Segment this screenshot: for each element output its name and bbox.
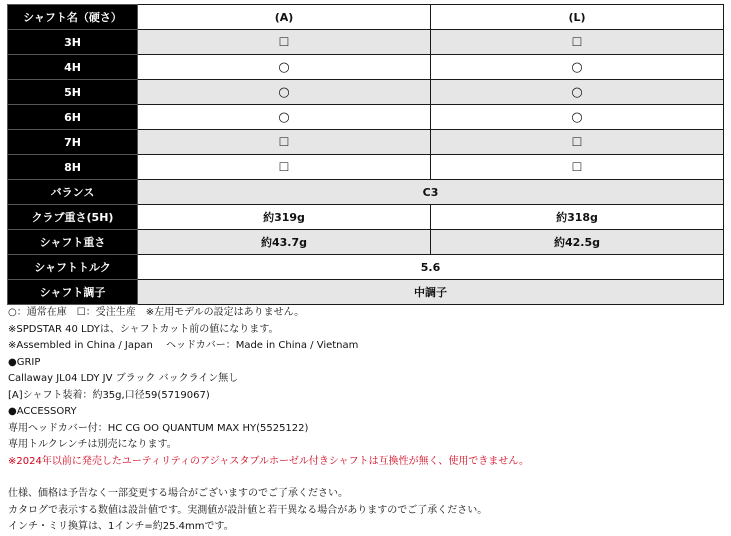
- shaft-name-header: シャフト名（硬さ）: [8, 5, 138, 30]
- availability-cell: [431, 55, 724, 80]
- balance-value: C3: [138, 180, 724, 205]
- accessory-wrench: 専用トルクレンチは別売になります。: [8, 439, 177, 450]
- circle-icon: ○: [571, 84, 583, 100]
- column-l-header: (L): [431, 5, 724, 30]
- availability-cell: [138, 155, 431, 180]
- availability-cell: [138, 55, 431, 80]
- club-weight-l: 約318g: [431, 205, 724, 230]
- square-icon: ☐: [278, 160, 290, 174]
- inch-mm-note: インチ・ミリ換算は、1インチ=約25.4mmです。: [8, 521, 234, 532]
- square-icon: ☐: [571, 160, 583, 174]
- table-row: [8, 280, 724, 305]
- spec-change-note: 仕様、価格は予告なく一部変更する場合がございますのでご了承ください。: [8, 488, 348, 499]
- row-label-6h: 6H: [8, 105, 138, 130]
- square-icon: ☐: [278, 135, 290, 149]
- catalog-values-note: カタログで表示する数値は設計値です。実測値が設計値と若干異なる場合がありますのでご了承ください。: [8, 504, 488, 516]
- grip-heading: ●GRIP: [8, 356, 41, 368]
- column-a-header: (A): [138, 5, 431, 30]
- square-icon: ☐: [278, 35, 290, 49]
- row-label-shaft-torque: シャフトトルク: [8, 255, 138, 280]
- grip-name: Callaway JL04 LDY JV ブラック バックライン無し: [8, 373, 239, 384]
- circle-icon: ○: [571, 59, 583, 75]
- availability-cell: [431, 105, 724, 130]
- availability-cell: [431, 155, 724, 180]
- row-label-balance: バランス: [8, 180, 138, 205]
- row-label-4h: 4H: [8, 55, 138, 80]
- table-row: [8, 30, 724, 55]
- table-row: [8, 55, 724, 80]
- row-label-5h: 5H: [8, 80, 138, 105]
- row-label-shaft-weight: シャフト重さ: [8, 230, 138, 255]
- availability-cell: [431, 80, 724, 105]
- compatibility-warning: ※2024年以前に発売したユーティリティのアジャスタブルホーゼル付きシャフトは互換性が無く、使用できません。: [8, 455, 530, 467]
- row-label-shaft-kickpoint: シャフト調子: [8, 280, 138, 305]
- grip-spec: [A]シャフト装着：約35g,口径59(5719067): [8, 389, 210, 401]
- circle-icon: ○: [278, 109, 290, 125]
- accessory-heading: ●ACCESSORY: [8, 406, 77, 417]
- availability-cell: [138, 130, 431, 155]
- table-row: [8, 230, 724, 255]
- spdstar-note: ※SPDSTAR 40 LDYは、シャフトカット前の値になります。: [8, 323, 279, 335]
- spacer: [8, 470, 724, 486]
- row-label-club-weight: クラブ重さ(5H): [8, 205, 138, 230]
- row-label-3h: 3H: [8, 30, 138, 55]
- availability-cell: [431, 30, 724, 55]
- availability-cell: [138, 80, 431, 105]
- shaft-weight-l: 約42.5g: [431, 230, 724, 255]
- table-row: [8, 105, 724, 130]
- circle-icon: ○: [278, 84, 290, 100]
- assembled-note: ※Assembled in China / Japan ヘッドカバー：Made in China / Vietnam: [8, 340, 359, 351]
- square-icon: ☐: [571, 35, 583, 49]
- availability-cell: [138, 105, 431, 130]
- shaft-kickpoint-value: 中調子: [138, 280, 724, 305]
- table-row: [8, 130, 724, 155]
- accessory-headcover: 専用ヘッドカバー付：HC CG OO QUANTUM MAX HY(5525122): [8, 422, 309, 434]
- table-row: [8, 180, 724, 205]
- notes-section: [8, 305, 724, 536]
- club-weight-a: 約319g: [138, 205, 431, 230]
- circle-icon: ○: [278, 59, 290, 75]
- availability-legend: ○：通常在庫 ☐：受注生産 ※左用モデルの設定はありません。: [8, 307, 305, 318]
- shaft-weight-a: 約43.7g: [138, 230, 431, 255]
- table-row: [8, 155, 724, 180]
- availability-cell: [138, 30, 431, 55]
- spec-table: [7, 4, 724, 305]
- row-label-7h: 7H: [8, 130, 138, 155]
- circle-icon: ○: [571, 109, 583, 125]
- table-row: [8, 80, 724, 105]
- table-row: [8, 255, 724, 280]
- availability-cell: [431, 130, 724, 155]
- shaft-torque-value: 5.6: [138, 255, 724, 280]
- square-icon: ☐: [571, 135, 583, 149]
- table-row: [8, 205, 724, 230]
- row-label-8h: 8H: [8, 155, 138, 180]
- table-header-row: [8, 5, 724, 30]
